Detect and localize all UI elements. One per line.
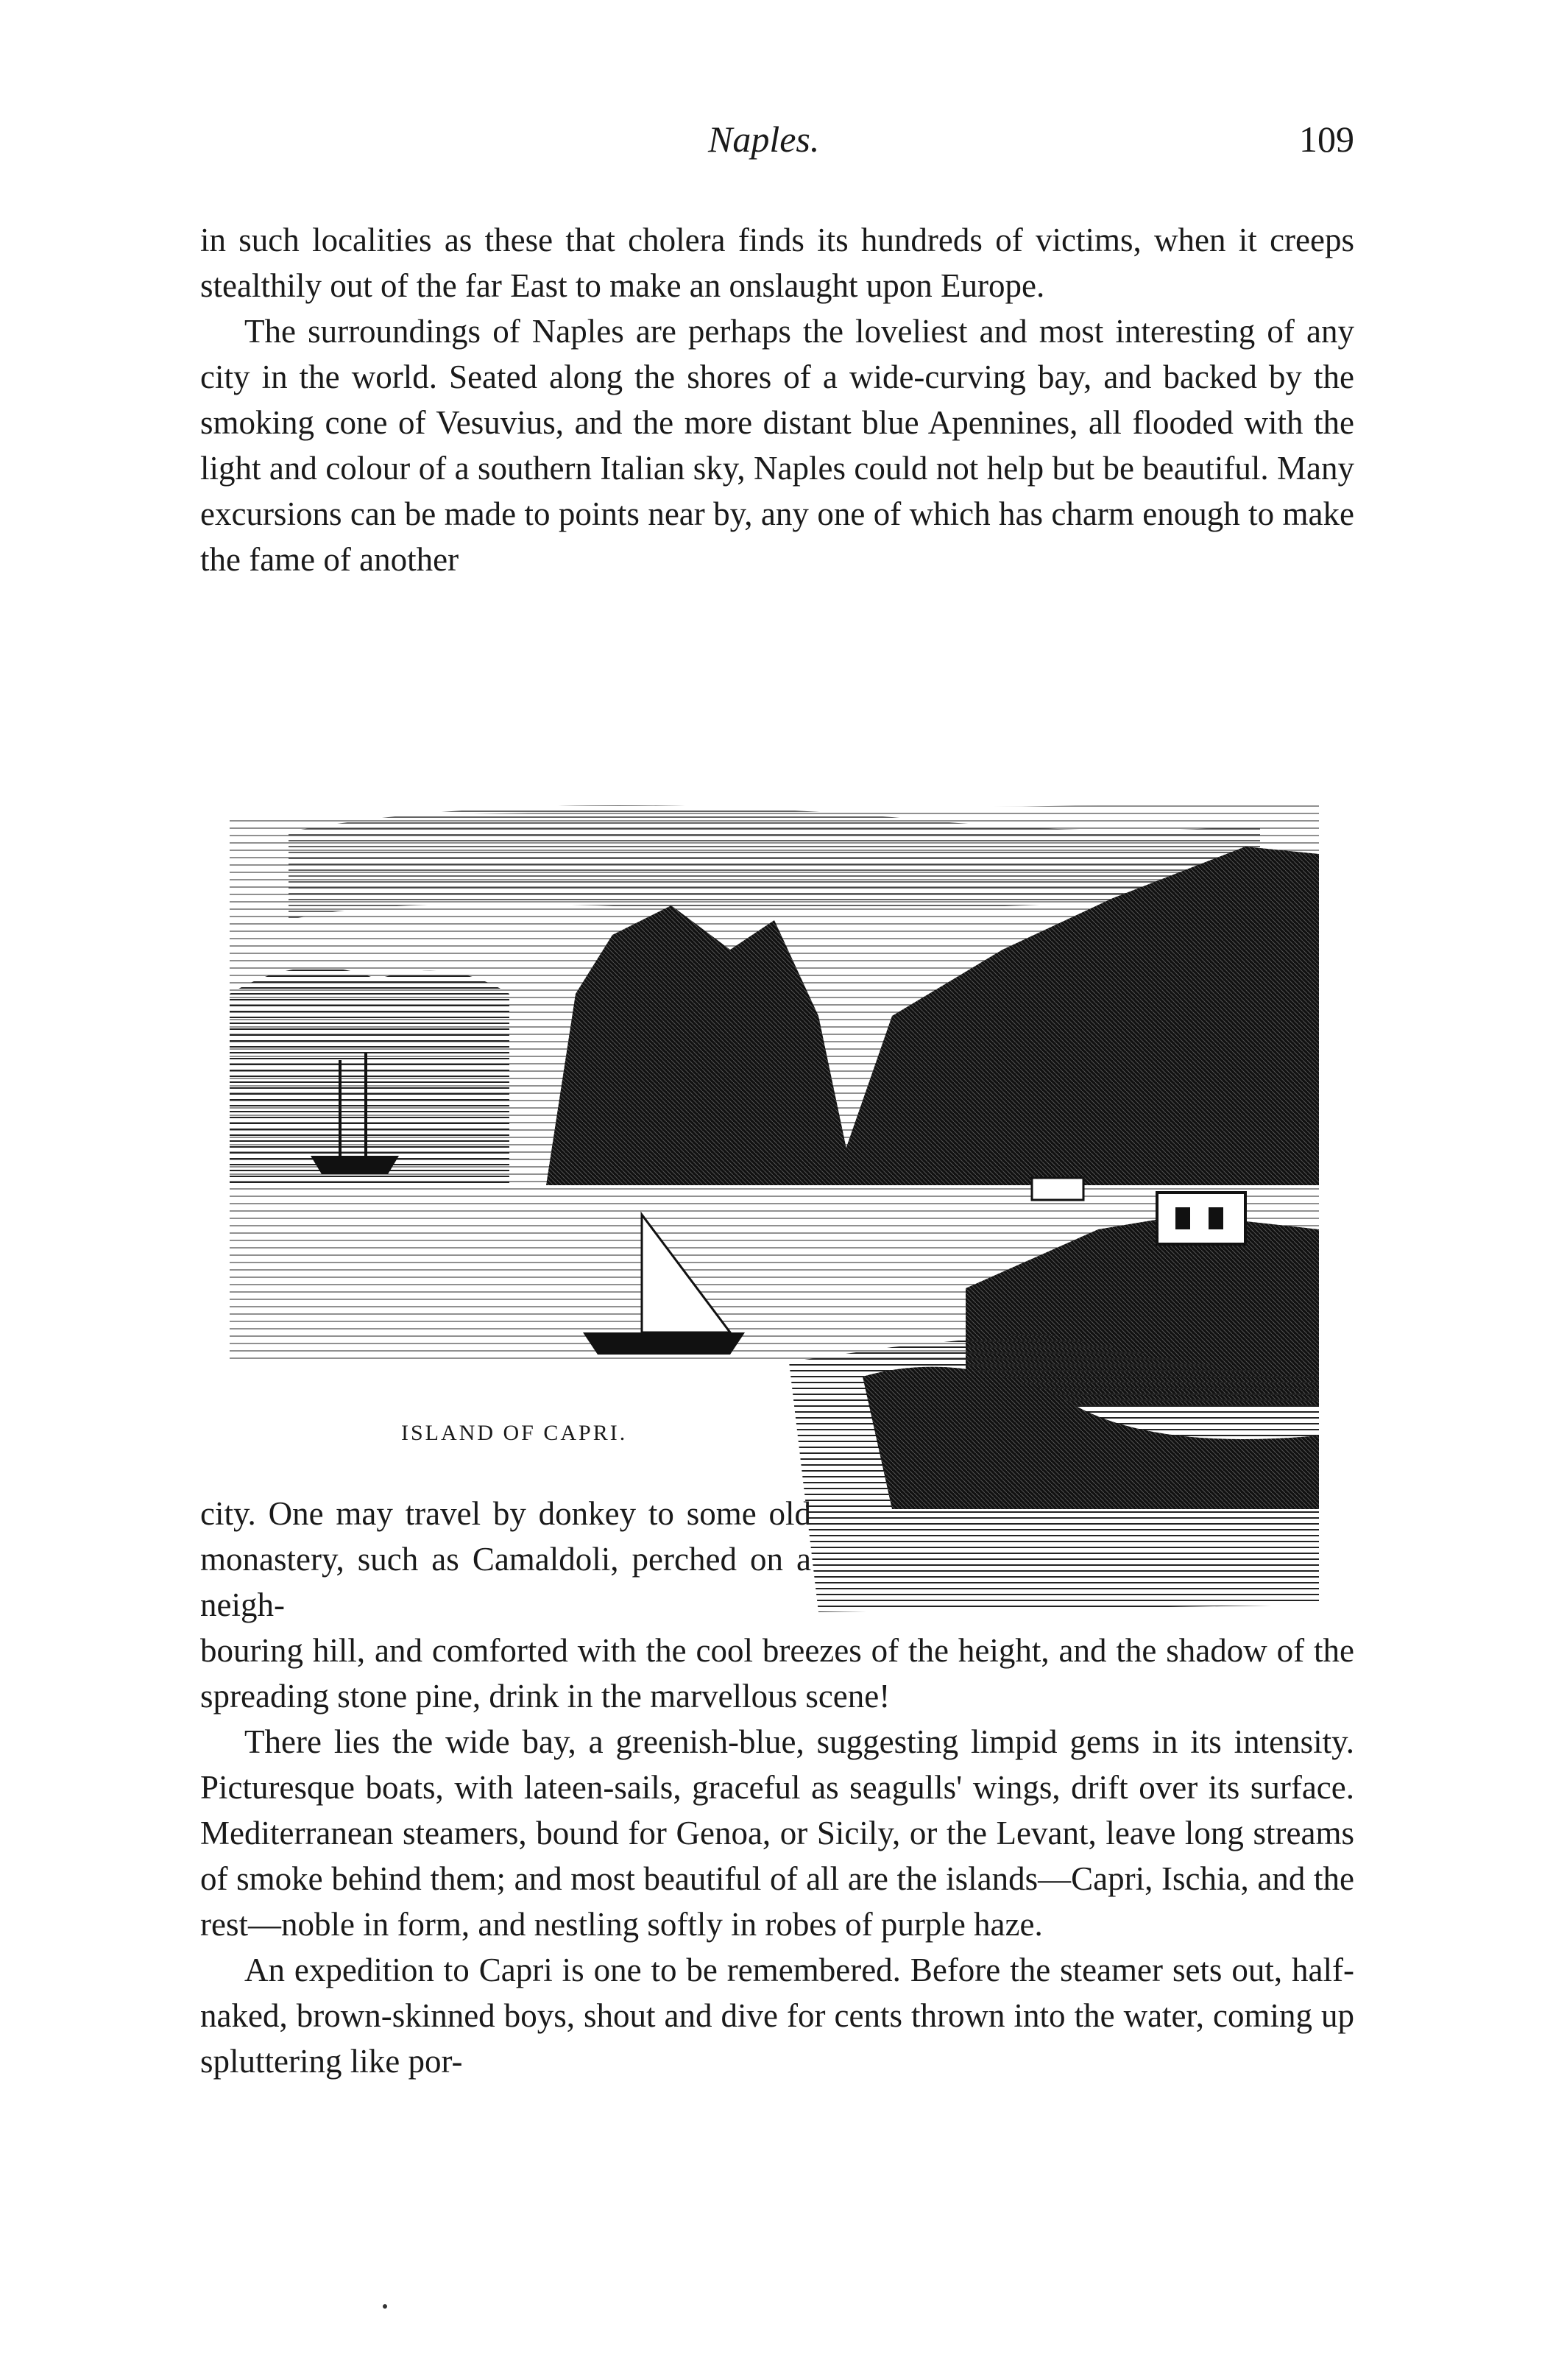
paragraph-expedition-capri: An expedition to Capri is one to be remembered. Before the steamer sets out, half-naked, brown-skinned boys, shout and dive for cents thrown into the water, coming up spluttering like por- <box>200 1952 1354 2080</box>
wrapped-text-beside-figure: city. One may travel by donkey to some old monastery, such as Camaldoli, perched on a neigh- <box>200 1495 811 1623</box>
paragraph-continuation-bouring: bouring hill, and comforted with the cool breezes of the height, and the shadow of the spreading stone pine, drink in the marvellous scene! <box>200 1632 1354 1715</box>
paragraph-continuation: in such localities as these that cholera finds its hundreds of victims, when it creeps stealthily out of the far East to make an onslaught upon Europe. <box>200 222 1354 304</box>
page-header <box>200 118 1354 184</box>
top-text-block <box>200 217 1354 582</box>
ink-speck <box>383 2304 387 2309</box>
page-number: 109 <box>1299 119 1354 160</box>
figure-caption: ISLAND OF CAPRI. <box>401 1421 628 1445</box>
paragraph-surroundings: The surroundings of Naples are perhaps the loveliest and most interesting of any city in the world. Seated along the shores of a wide-curving bay, and backed by the smoking cone of Vesuvius, and the more distant blue Apennines, all flooded with the light and colour of a southern Italian sky, Naples could not help but be beautiful. Many excursions can be made to points near by, any one of which has charm enough to make the fame of another <box>200 313 1354 578</box>
bottom-text-block <box>200 1628 1354 2084</box>
running-head: Naples. <box>708 119 820 160</box>
paragraph-the-bay: There lies the wide bay, a greenish-blue, suggesting limpid gems in its intensity. Picturesque boats, with lateen-sails, graceful as seagulls' wings, drift over its surface. Mediterranean steamers, bound for Genoa, or Sicily, or the Levant, leave long streams of smoke behind them; and most beautiful of all are the islands—Capri, Ischia, and the rest—noble in form, and nestling softly in robes of purple haze. <box>200 1723 1354 1943</box>
distant-hills <box>230 967 509 1185</box>
